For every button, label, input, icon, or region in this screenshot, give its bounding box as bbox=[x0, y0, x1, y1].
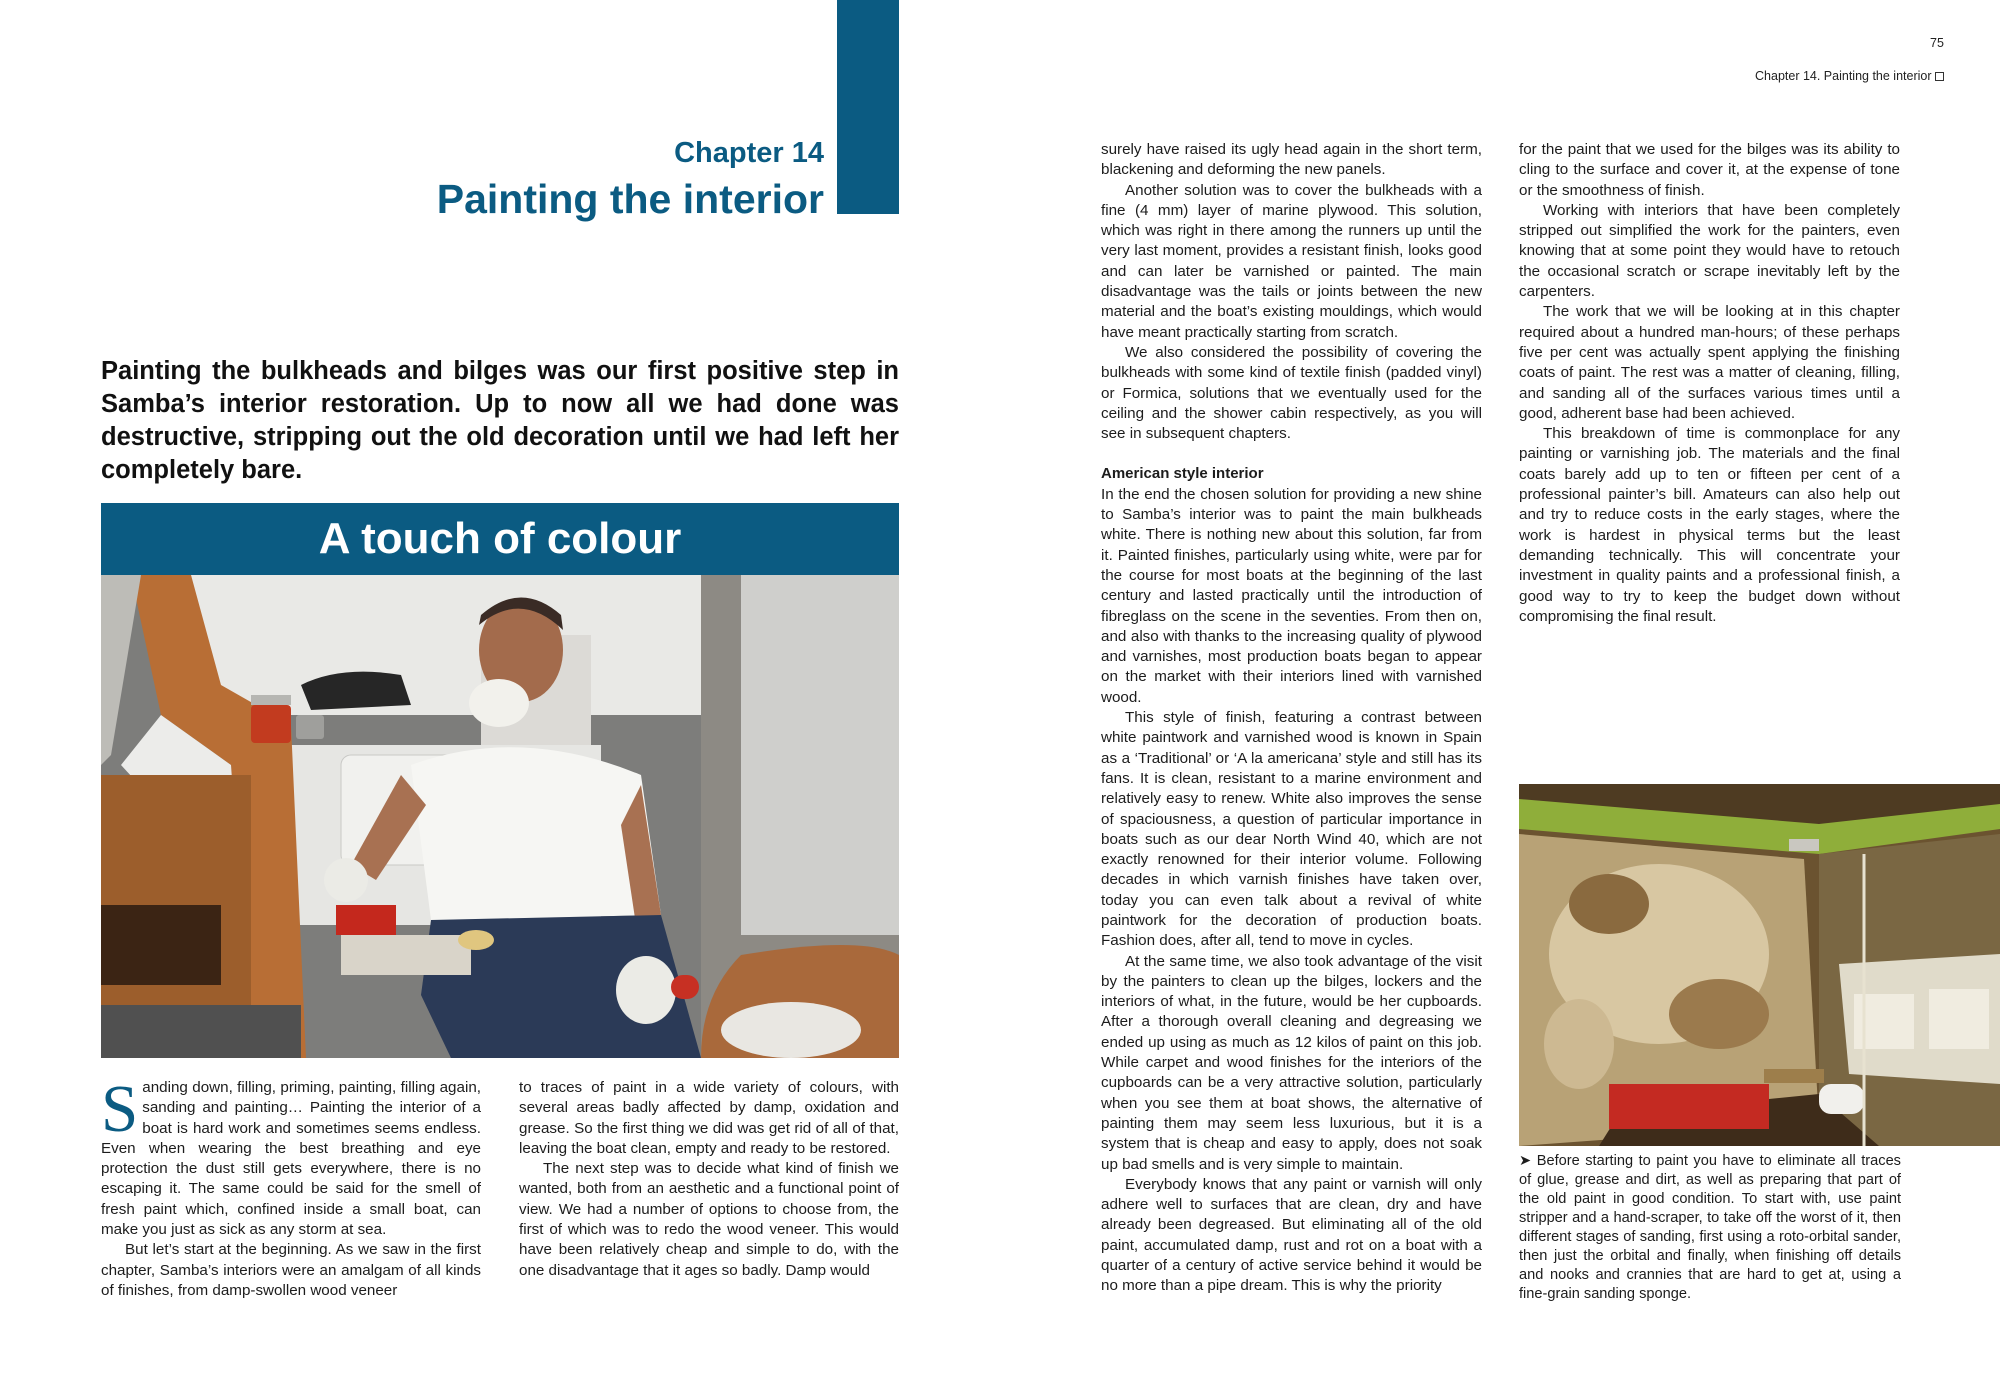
chapter-accent-bar bbox=[837, 0, 899, 214]
caption-text: Before starting to paint you have to eliminate all traces of glue, grease and dirt, as well as preparing that part of the old paint in good condition. To start with, use paint stripper and a hand-scraper, to take off the worst of it, then different stages of sanding, first using a roto-orbital sander, then just the orbital and finally, when finishing off details and nooks and crannies that are hard to get at, using a fine-grain sanding sponge. bbox=[1519, 1153, 1901, 1302]
paragraph: Working with interiors that have been completely stripped out simplified the work for the painters, even knowing that at some point they would have to retouch the occasional scratch or scrape inevitably left by the carpenters. bbox=[1519, 201, 1900, 301]
paragraph: Another solution was to cover the bulkheads with a fine (4 mm) layer of marine plywood. This solution, which was right in there among the runners up until the very last moment, provides a resistant finish, looks good and can later be varnished or painted. The main disadvantage was the tails or joints between the new material and the boat’s existing mouldings, which would have meant practically starting from scratch. bbox=[1101, 181, 1482, 341]
chapter-number: Chapter 14 bbox=[674, 137, 824, 169]
paragraph: for the paint that we used for the bilges was its ability to cling to the surface and cover it, at the expense of tone or the smoothness of finish. bbox=[1519, 141, 1900, 199]
paragraph: surely have raised its ugly head again in the short term, blackening and deforming the new panels. bbox=[1101, 141, 1482, 179]
square-bullet-icon bbox=[1935, 72, 1944, 81]
drop-cap: S bbox=[101, 1072, 139, 1146]
page-number: 75 bbox=[1930, 36, 1944, 50]
arrow-right-icon: ➤ bbox=[1519, 1153, 1532, 1169]
paragraph bbox=[101, 1072, 481, 1240]
running-head-text: Chapter 14. Painting the interior bbox=[1755, 69, 1932, 83]
paragraph: But let’s start at the beginning. As we saw in the first chapter, Samba’s interiors were an amalgam of all kinds of finishes, from damp-swollen wood veneer bbox=[101, 1241, 481, 1299]
paragraph: The next step was to decide what kind of finish we wanted, both from an aesthetic and a functional point of view. We had a number of options to choose from, the first of which was to redo the wood veneer. This would have been relatively cheap and simple to do, with the one disadvantage that it ages so badly. Damp would bbox=[519, 1160, 899, 1279]
paragraph: This style of finish, featuring a contrast between white paintwork and varnished wood is known in Spain as a ‘Traditional’ or ‘A la americana’ style and still has its fans. It is clean, resistant to a marine environment and relatively easy to renew. White also improves the sense of spaciousness, a question of particular importance in boats such as our dear North Wind 40, which are not exactly renowned for their interior volume. Following decades in which varnish finishes have taken over, today you can even talk about a revival of white paintwork for the decoration of production boats. Fashion does, after all, tend to move in cycles. bbox=[1101, 709, 1482, 950]
body-column-2 bbox=[519, 1078, 899, 1281]
paragraph: In the end the chosen solution for providing a new shine to Samba’s interior was to paint the main bulkheads white. There is nothing new about this solution, far from it. Painted finishes, particularly using white, were par for the course for most boats at the beginning of the last century and lasted practically until the introduction of fibreglass on the scene in the seventies. From then on, and also with thanks to the increasing quality of plywood and varnishes, most production boats began to appear on the market with their interiors lined with varnished wood. bbox=[1101, 485, 1482, 706]
paragraph: Everybody knows that any paint or varnish will only adhere well to surfaces that are clean, dry and have already been degreased. But eliminating all of the old paint, accumulated damp, rust and rot on a boat with a quarter of a century of active service behind it would be no more than a pipe dream. This is why the priority bbox=[1101, 1175, 1482, 1295]
bilge-photo bbox=[1519, 784, 2000, 1146]
chapter-title: Painting the interior bbox=[436, 176, 824, 222]
paragraph: to traces of paint in a wide variety of colours, with several areas badly affected by damp, oxidation and grease. So the first thing we did was get rid of all of that, leaving the boat clean, empty and ready to be restored. bbox=[519, 1079, 899, 1157]
painter-photo bbox=[101, 575, 899, 1058]
subheading: American style interior bbox=[1101, 465, 1264, 483]
intro-paragraph: Painting the bulkheads and bilges was our first positive step in Samba’s interior restoration. Up to now all we had done was destructive, stripping out the old decoration until we had left her completely bare. bbox=[101, 357, 899, 484]
section-banner: A touch of colour bbox=[101, 503, 899, 575]
paragraph-text: anding down, filling, priming, painting, filling again, sanding and painting… Painting the interior of a boat is hard work and sometimes seems endless. Even when wearing the best breathing and eye protection the dust still gets everywhere, there is no escaping it. The same could be said for the smell of fresh paint which, confined inside a small boat, can make you just as sick as any storm at sea. bbox=[101, 1079, 481, 1239]
running-head bbox=[1755, 69, 1944, 83]
body-column-3 bbox=[1101, 140, 1482, 1297]
photo-caption bbox=[1519, 1152, 1901, 1304]
paragraph: This breakdown of time is commonplace for any painting or varnishing job. The materials and the final coats barely add up to ten or fifteen per cent of a professional painter’s bill. Amateurs can also help out and try to reduce costs in the early stages, where the work is hardest in physical terms but the least demanding technically. This will concentrate your investment in quality paints and a professional finish, a good way to try to keep the budget down without compromising the final result. bbox=[1519, 425, 1900, 625]
paragraph: At the same time, we also took advantage of the visit by the painters to clean up the bilges, lockers and the interiors of what, in the future, would be her cupboards. After a thorough overall cleaning and degreasing we ended up using as much as 12 kilos of paint on this job. While carpet and wood finishes for the interiors of the cupboards can be a very attractive solution, particularly when you see them at boat shows, the alternative of painting them may seem less luxurious, but it is a system that is cheap and easy to apply, does not soak up bad smells and is very simple to maintain. bbox=[1101, 952, 1482, 1173]
paragraph: We also considered the possibility of covering the bulkheads with some kind of textile finish (padded vinyl) or Formica, solutions that we eventually used for the ceiling and the shower cabin respectively, as you will see in subsequent chapters. bbox=[1101, 343, 1482, 443]
body-column-1 bbox=[101, 1072, 481, 1301]
body-column-4 bbox=[1519, 140, 1900, 627]
paragraph: The work that we will be looking at in this chapter required about a hundred man-hours; of these perhaps five per cent was actually spent applying the finishing coats of paint. The rest was a matter of cleaning, filling, and sanding all of the surfaces various times until a good, adherent base had been achieved. bbox=[1519, 303, 1900, 422]
